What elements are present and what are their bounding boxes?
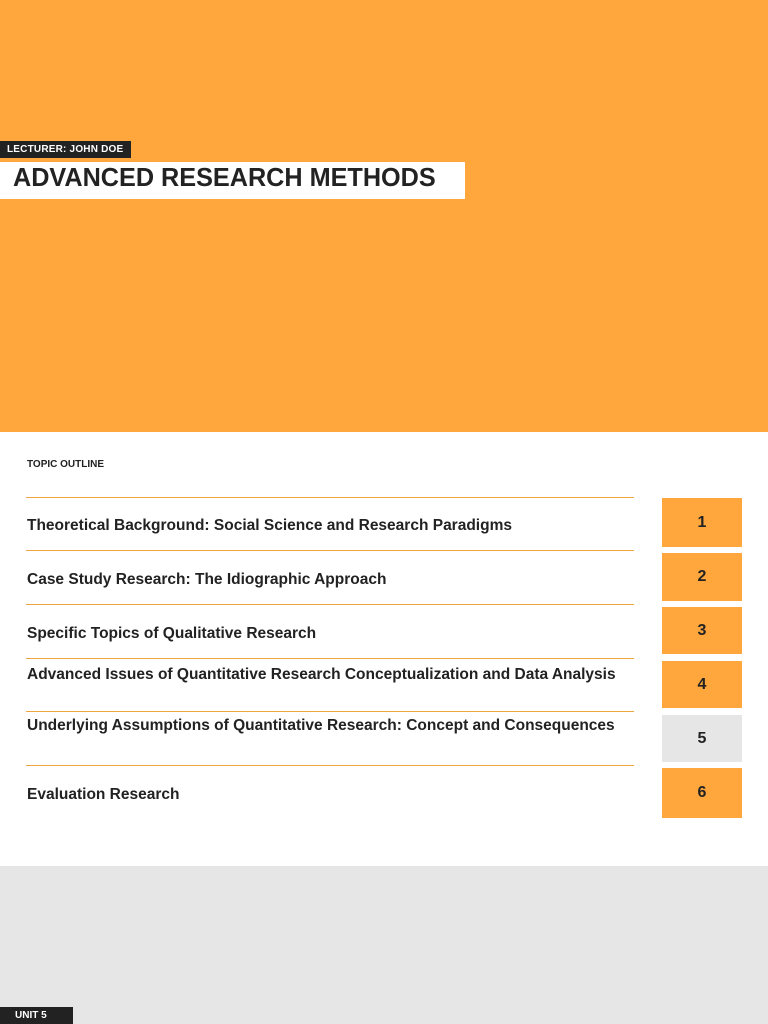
outline-item-number[interactable]: 6	[662, 768, 742, 818]
outline-item-number[interactable]: 3	[662, 607, 742, 654]
outline-divider	[26, 658, 634, 659]
outline-divider	[26, 550, 634, 551]
title-box	[0, 162, 465, 199]
outline-item-title[interactable]: Case Study Research: The Idiographic Approach	[27, 571, 387, 588]
page-title: ADVANCED RESEARCH METHODS	[13, 162, 436, 192]
outline-divider	[26, 604, 634, 605]
outline-item-number[interactable]: 1	[662, 498, 742, 547]
outline-item-title[interactable]: Advanced Issues of Quantitative Research Conceptualization and Data Analysis	[27, 666, 616, 683]
lecturer-tag: LECTURER: JOHN DOE	[0, 141, 131, 158]
outline-item-title[interactable]: Theoretical Background: Social Science and Research Paradigms	[27, 517, 512, 534]
outline-divider	[26, 765, 634, 766]
unit-tag: UNIT 5	[0, 1007, 73, 1024]
footer-panel	[0, 866, 768, 1024]
topic-outline-label: TOPIC OUTLINE	[27, 459, 105, 470]
outline-item-number[interactable]: 5	[662, 715, 742, 762]
outline-item-number[interactable]: 4	[662, 661, 742, 708]
outline-item-title[interactable]: Evaluation Research	[27, 786, 180, 803]
outline-item-title[interactable]: Underlying Assumptions of Quantitative Research: Concept and Consequences	[27, 717, 615, 734]
outline-item-title[interactable]: Specific Topics of Qualitative Research	[27, 625, 317, 642]
outline-item-number[interactable]: 2	[662, 553, 742, 601]
outline-divider	[26, 497, 634, 498]
outline-divider	[26, 711, 634, 712]
cover-banner	[0, 0, 768, 432]
